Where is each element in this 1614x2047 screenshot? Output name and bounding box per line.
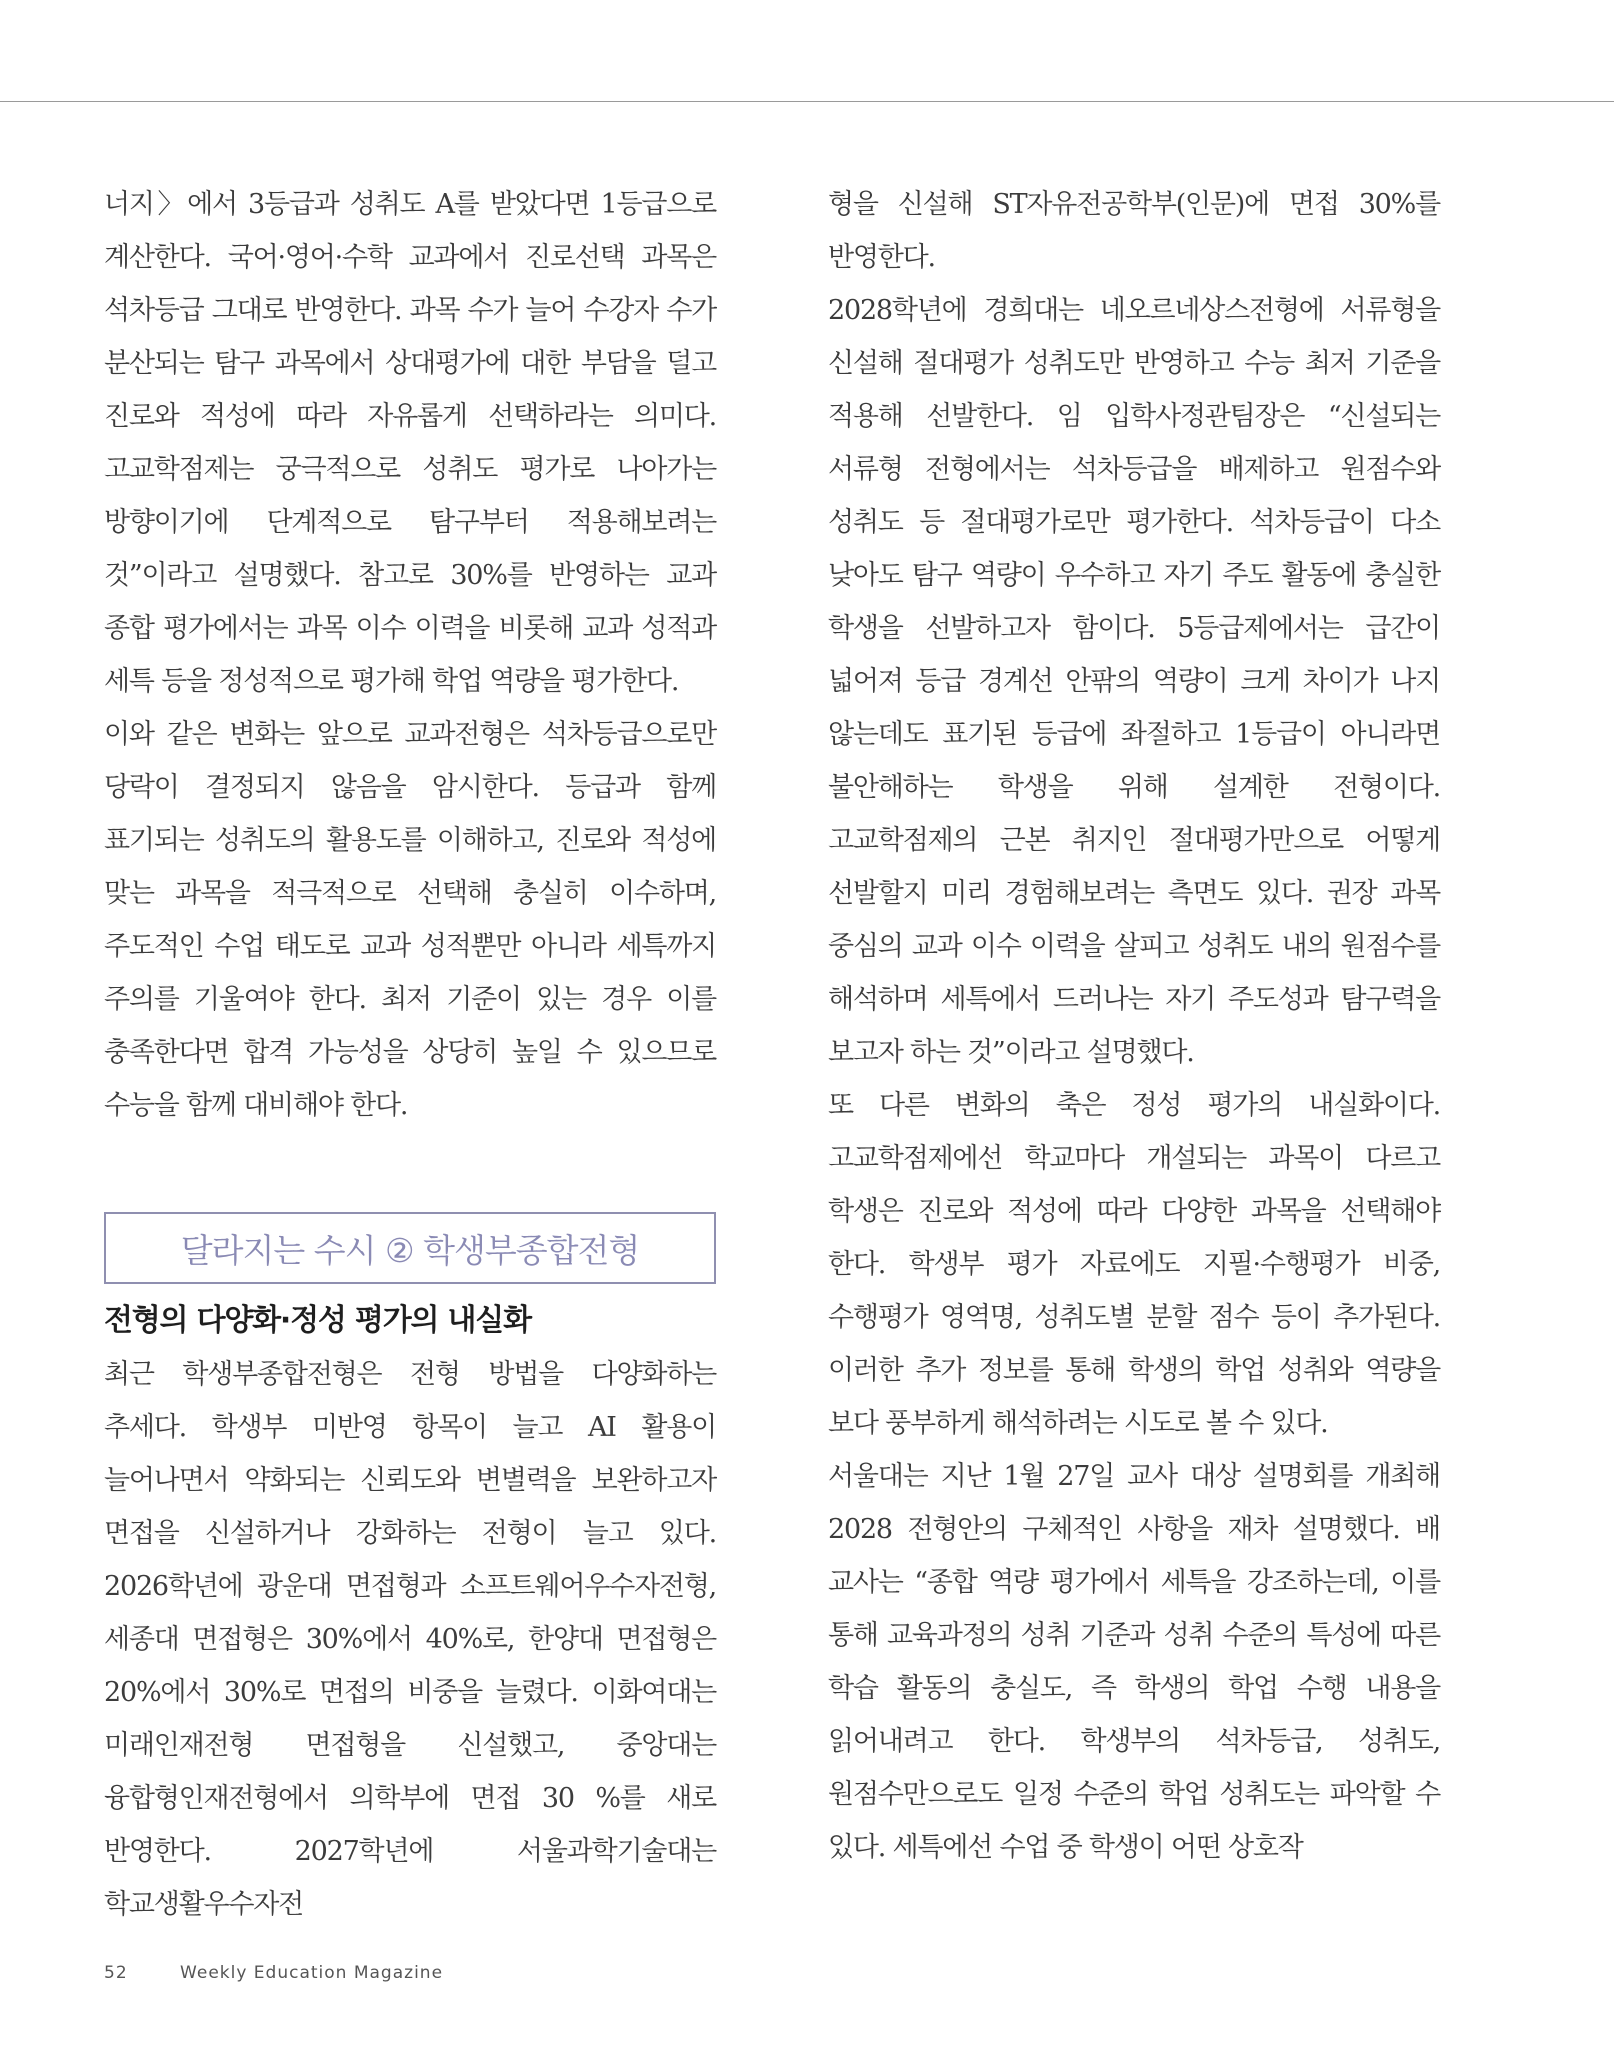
header-rule xyxy=(0,101,1614,102)
body-paragraph: 또 다른 변화의 축은 정성 평가의 내실화이다. 고교학점제에선 학교마다 개설되는 과목이 다르고 학생은 진로와 적성에 따라 다양한 과목을 선택해야 한다. 학생부 평가 자료에도 지필·수행평가 비중, 수행평가 영역명, 성취도별 분할 점수 등이 추가된다. 이러한 추가 정보를 통해 학생의 학업 성취와 역량을 보다 풍부하게 해석하려는 시도로 볼 수 있다. xyxy=(828,1090,1440,1439)
body-paragraph: 너지〉에서 3등급과 성취도 A를 받았다면 1등급으로 계산한다. 국어·영어·수학 교과에서 진로선택 과목은 석차등급 그대로 반영한다. 과목 수가 늘어 수강자 수가 분산되는 탐구 과목에서 상대평가에 대한 부담을 덜고 진로와 적성에 따라 자유롭게 선택하라는 의미다. 고교학점제는 궁극적으로 성취도 평가로 나아가는 방향이기에 단계적으로 탐구부터 적용해보려는 것”이라고 설명했다. 참고로 30%를 반영하는 교과 종합 평가에서는 과목 이수 이력을 비롯해 교과 성적과 세특 등을 정성적으로 평가해 학업 역량을 평가한다. xyxy=(104,189,716,697)
body-paragraph: 이와 같은 변화는 앞으로 교과전형은 석차등급으로만 당락이 결정되지 않음을 암시한다. 등급과 함께 표기되는 성취도의 활용도를 이해하고, 진로와 적성에 맞는 과목을 적극적으로 선택해 충실히 이수하며, 주도적인 수업 태도로 교과 성적뿐만 아니라 세특까지 주의를 기울여야 한다. 최저 기준이 있는 경우 이를 충족한다면 합격 가능성을 상당히 높일 수 있으므로 수능을 함께 대비해야 한다. xyxy=(104,719,716,1121)
left-column xyxy=(104,178,716,1931)
body-paragraph: 2028학년에 경희대는 네오르네상스전형에 서류형을 신설해 절대평가 성취도만 반영하고 수능 최저 기준을 적용해 선발한다. 임 입학사정관팀장은 “신설되는 서류형 전형에서는 석차등급을 배제하고 원점수와 성취도 등 절대평가로만 평가한다. 석차등급이 다소 낮아도 탐구 역량이 우수하고 자기 주도 활동에 충실한 학생을 선발하고자 함이다. 5등급제에서는 급간이 넓어져 등급 경계선 안팎의 역량이 크게 차이가 나지 않는데도 표기된 등급에 좌절하고 1등급이 아니라면 불안해하는 학생을 위해 설계한 전형이다. 고교학점제의 근본 취지인 절대평가만으로 어떻게 선발할지 미리 경험해보려는 측면도 있다. 권장 과목 중심의 교과 이수 이력을 살피고 성취도 내의 원점수를 해석하며 세특에서 드러나는 자기 주도성과 탐구력을 보고자 하는 것”이라고 설명했다. xyxy=(828,295,1440,1068)
section-spacer xyxy=(104,1132,716,1185)
body-paragraph: 최근 학생부종합전형은 전형 방법을 다양화하는 추세다. 학생부 미반영 항목이 늘고 AI 활용이 늘어나면서 약화되는 신뢰도와 변별력을 보완하고자 면접을 신설하거나 강화하는 전형이 늘고 있다. 2026학년에 광운대 면접형과 소프트웨어우수자전형, 세종대 면접형은 30%에서 40%로, 한양대 면접형은 20%에서 30%로 면접의 비중을 늘렸다. 이화여대는 미래인재전형 면접형을 신설했고, 중앙대는 융합형인재전형에서 의학부에 면접 30 %를 새로 반영한다. 2027학년에 서울과학기술대는 학교생활우수자전 xyxy=(104,1359,716,1920)
magazine-name: Weekly Education Magazine xyxy=(180,1963,444,1983)
body-paragraph: 형을 신설해 ST자유전공학부(인문)에 면접 30%를 반영한다. xyxy=(828,189,1440,273)
section-title-box xyxy=(104,1212,716,1284)
section-title: 달라지는 수시 ② 학생부종합전형 xyxy=(180,1230,640,1270)
page-footer xyxy=(104,1963,443,1983)
page-number: 52 xyxy=(104,1963,128,1983)
right-column xyxy=(828,178,1440,1874)
body-paragraph: 서울대는 지난 1월 27일 교사 대상 설명회를 개최해 2028 전형안의 구체적인 사항을 재차 설명했다. 배 교사는 “종합 역량 평가에서 세특을 강조하는데, 이를 통해 교육과정의 성취 기준과 성취 수준의 특성에 따른 학습 활동의 충실도, 즉 학생의 학업 수행 내용을 읽어내려고 한다. 학생부의 석차등급, 성취도, 원점수만으로도 일정 수준의 학업 성취도는 파악할 수 있다. 세특에선 수업 중 학생이 어떤 상호작 xyxy=(828,1461,1440,1863)
subheading: 전형의 다양화·정성 평가의 내실화 xyxy=(104,1303,531,1338)
